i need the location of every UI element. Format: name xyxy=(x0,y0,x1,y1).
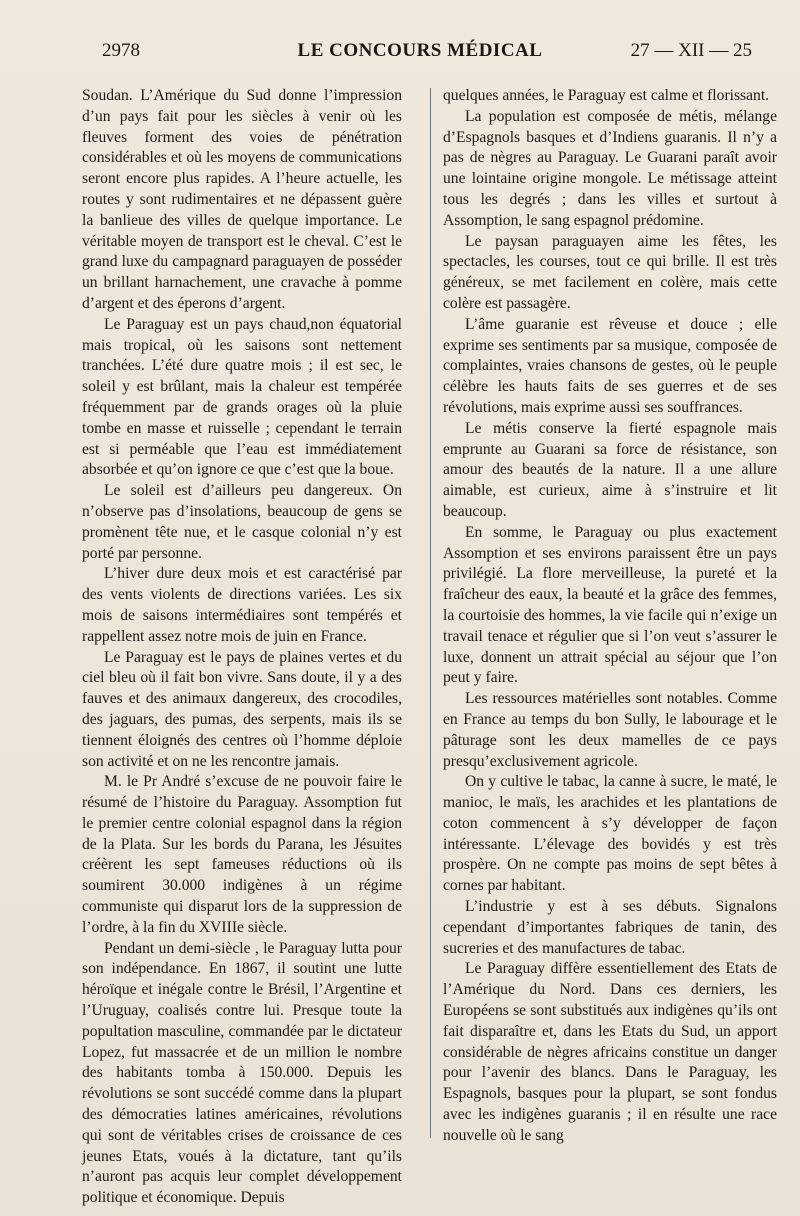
page-number: 2978 xyxy=(102,40,140,61)
paragraph: quelques années, le Paraguay est calme et florissant. xyxy=(443,87,770,104)
paragraph: Le paysan paraguayen aime les fêtes, les spectacles, les courses, tout ce qui brille. Il est très généreux, se met facilement en colère, mais cette colère est passagère. xyxy=(443,232,777,312)
paragraph: En somme, le Paraguay ou plus exactement Assomption et ses environs paraissent être un pays privilégié. La flore merveilleuse, la pureté et la fraîcheur des eaux, la beauté et la grâce des femmes, la courtoisie des hommes, la vie facile qui n’exige un travail tenace et régulier que si l’on veut s’assurer le luxe, donnent un attrait spécial au séjour que l’on peut y faire. xyxy=(443,523,777,687)
paragraph: Le Paraguay est un pays chaud,non équatorial mais tropical, où les saisons sont nettement tranchées. L’été dure quatre mois ; il est sec, le soleil y est brûlant, mais la chaleur est tempérée fréquemment par de grands orages où la pluie tombe en masse et ruisselle ; cependant le terrain est si perméable que l’eau est immédiatement absorbée et qu’on ignore ce que c’est que la boue. xyxy=(82,315,402,479)
paragraph: La population est composée de métis, mélange d’Espagnols basques et d’Indiens guaranis. Il n’y a pas de nègres au Paraguay. Le Guarani paraît avoir une lointaine origine mongole. Le métissage atteint tous les degrés ; dans les villes et surtout à Assomption, le sang espagnol prédomine. xyxy=(443,107,777,229)
paragraph: Le Paraguay est le pays de plaines vertes et du ciel bleu où il fait bon vivre. Sans doute, il y a des fauves et des animaux dangereux, des crocodiles, des jaguars, des pumas, des serpents, mais ils se tiennent éloignés des centres où l’homme déploie son activité et on ne les rencontre jamais. xyxy=(82,648,402,770)
paragraph: M. le Pr André s’excuse de ne pouvoir faire le résumé de l’histoire du Paraguay. Assomption fut le premier centre colonial espagnol dans la région de la Plata. Sur les bords du Parana, les Jésuites créèrent les sept fameuses réductions où ils soumirent 30.000 indigènes à un régime communiste qui disparut lors de la suppression de l’ordre, à la fin du XVIIIe siècle. xyxy=(82,773,402,936)
paragraph: L’âme guaranie est rêveuse et douce ; elle exprime ses sentiments par sa musique, composée de complaintes, vraies chansons de gestes, où le peuple célèbre les hauts faits de ses guerres et de ses révolutions, mais exprime aussi ses souffrances. xyxy=(443,315,777,416)
paragraph: Pendant un demi-siècle , le Paraguay lutta pour son indépendance. En 1867, il soutint une lutte héroïque et inégale contre le Brésil, l’Argentine et l’Uruguay, coalisés contre lui. Presque toute la popultation masculine, commandée par le dictateur Lopez, fut massacrée et de un million le nombre des habitants tomba à 150.000. Depuis les révolutions se sont succédé comme dans la plupart des démocraties latines américaines, révolutions qui sont de véritables crises de croissance de ces jeunes Etats, voués à la dictature, tant qu’ils n’auront pas acquis leur complet développement politique et économique. Depuis xyxy=(82,939,402,1207)
running-header xyxy=(80,40,760,74)
journal-title: LE CONCOURS MÉDICAL xyxy=(297,40,543,61)
paragraph: Le soleil est d’ailleurs peu dangereux. On n’observe pas d’insolations, beaucoup de gens se promènent tête nue, et le casque colonial n’y est porté par personne. xyxy=(82,482,402,562)
column-divider xyxy=(430,88,431,1138)
left-column xyxy=(82,86,402,1209)
paragraph: Soudan. L’Amérique du Sud donne l’impression d’un pays fait pour les siècles à venir où les fleuves forment des voies de pénétration considérables et où les moyens de communications seront encore plus rapides. A l’heure actuelle, les routes y sont rudimentaires et ne dépassent guère la banlieue des villes de quelque importance. Le véritable moyen de transport est le cheval. C’est le grand luxe du campagnard paraguayen de posséder un brillant harnachement, une cravache à pomme d’argent et des éperons d’argent. xyxy=(82,87,402,312)
right-column xyxy=(443,86,777,1147)
issue-date: 27 — XII — 25 xyxy=(630,40,752,61)
paragraph: Les ressources matérielles sont notables. Comme en France au temps du bon Sully, le labourage et le pâturage sont les deux mamelles de ce pays presqu’exclusivement agricole. xyxy=(443,690,777,770)
paragraph: Le métis conserve la fierté espagnole mais emprunte au Guarani sa force de résistance, son amour des beautés de la nature. Il a une allure aimable, est curieux, aime à s’instruire et lit beaucoup. xyxy=(443,419,777,520)
paragraph: L’industrie y est à ses débuts. Signalons cependant d’importantes fabriques de tanin, des sucreries et des manufactures de tabac. xyxy=(443,898,777,957)
paragraph: On y cultive le tabac, la canne à sucre, le maté, le manioc, le maïs, les arachides et les plantations de coton commencent à s’y développer de façon intéressante. L’élevage des bovidés y est très prospère. On ne compte pas moins de sept bêtes à cornes par habitant. xyxy=(443,773,777,895)
paragraph: Le Paraguay diffère essentiellement des Etats de l’Amérique du Nord. Dans ces derniers, les Européens se sont substitués aux indigènes qu’ils ont fait disparaître et, dans les Etats du Sud, un apport considérable de nègres africains constitue un danger pour l’avenir des blancs. Dans le Paraguay, les Espagnols, basques pour la plupart, se sont fondus avec les indigènes guaranis ; il en résulte une race nouvelle où le sang xyxy=(443,960,777,1144)
paragraph: L’hiver dure deux mois et est caractérisé par des vents violents de directions variées. Les six mois de saisons intermédiaires sont tempérés et rappellent assez notre mois de juin en France. xyxy=(82,565,402,645)
